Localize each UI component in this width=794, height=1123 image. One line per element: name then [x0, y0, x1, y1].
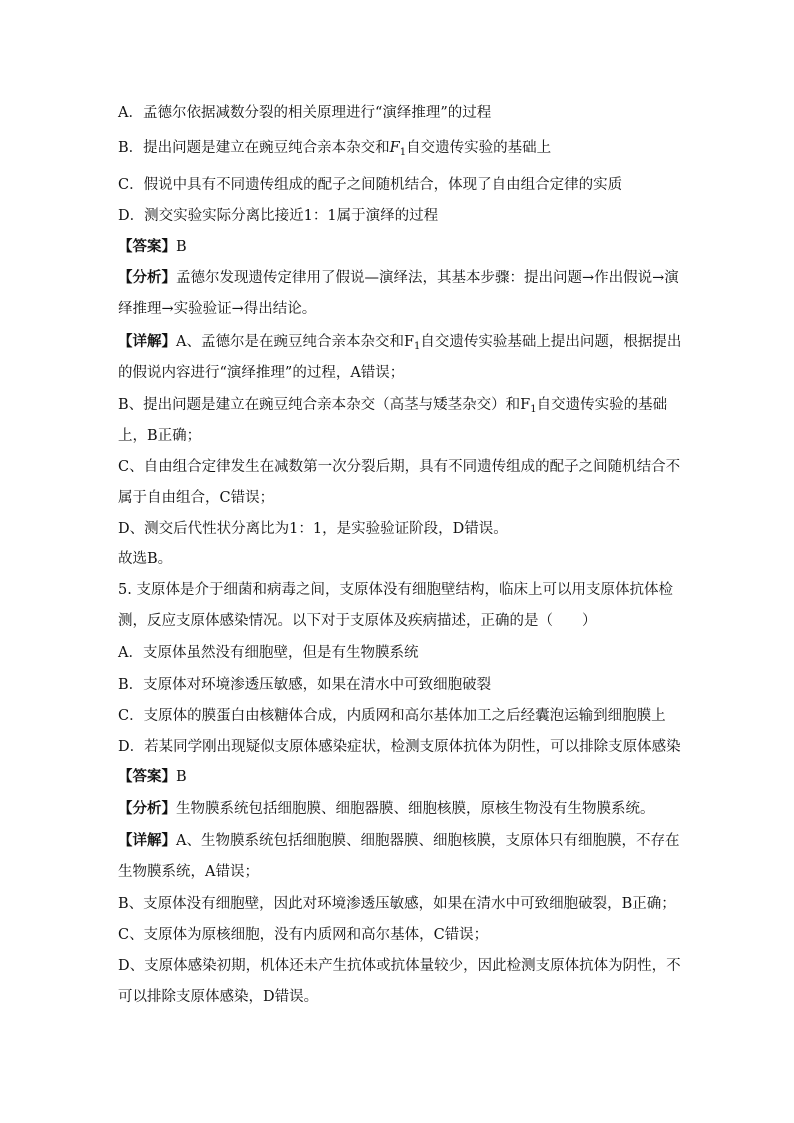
- q4-detail-line-6: 属于自由组合，C错误；: [118, 490, 275, 506]
- q4-option-c: C．假说中具有不同遗传组成的配子之间随机结合，体现了自由组合定律的实质: [118, 177, 623, 193]
- q5-detail-line-1: [118, 831, 678, 851]
- q4-detail-text-1b: 自交遗传实验基础上提出问题，根据提出: [420, 334, 682, 350]
- q4-detail-text-3b: 自交遗传实验的基础: [536, 397, 668, 413]
- q4-option-b: [118, 138, 678, 163]
- q4-answer-tag: 【答案】: [118, 238, 176, 255]
- q5-option-c: C．支原体的膜蛋白由核糖体合成，内质网和高尔基体加工之后经囊泡运输到细胞膜上: [118, 708, 666, 724]
- q4-detail-line-1: [118, 332, 682, 357]
- q5-detail-line-2: 生物膜系统，A错误；: [118, 864, 259, 880]
- q5-stem-line-1: 5. 支原体是介于细菌和病毒之间，支原体没有细胞壁结构，临床上可以用支原体抗体检: [118, 582, 673, 598]
- q4-conclusion: 故选B。: [118, 551, 173, 567]
- q4-detail-text-3a: B、提出问题是建立在豌豆纯合亲本杂交（高茎与矮茎杂交）和F: [118, 397, 531, 413]
- q5-answer-tag: 【答案】: [118, 768, 176, 785]
- q5-option-b: B．支原体对环境渗透压敏感，如果在清水中可致细胞破裂: [118, 677, 492, 693]
- q4-analysis-line-1: [118, 268, 678, 288]
- q4-detail-tag: 【详解】: [118, 333, 176, 350]
- q4-answer-value: B: [176, 239, 187, 255]
- q5-detail-text-1: A、生物膜系统包括细胞膜、细胞器膜、细胞核膜，支原体只有细胞膜，不存在: [176, 833, 680, 849]
- q5-detail-tag: 【详解】: [118, 832, 176, 849]
- q4-analysis-text-1: 孟德尔发现遗传定律用了假说—演绎法，其基本步骤：提出问题→作出假说→演: [176, 270, 679, 286]
- q4-detail-subscript-3: 1: [530, 404, 537, 415]
- q5-analysis-text-1: 生物膜系统包括细胞膜、细胞器膜、细胞核膜，原核生物没有生物膜系统。: [176, 801, 655, 817]
- q4-option-d: D．测交实验实际分离比接近1：1属于演绎的过程: [118, 208, 439, 224]
- q4-detail-line-5: C、自由组合定律发生在减数第一次分裂后期，具有不同遗传组成的配子之间随机结合不: [118, 459, 681, 475]
- q5-answer-value: B: [176, 769, 187, 785]
- q5-detail-line-3: B、支原体没有细胞壁，因此对环境渗透压敏感，如果在清水中可致细胞破裂，B正确；: [118, 896, 676, 912]
- q4-analysis-line-2: 绎推理→实验验证→得出结论。: [118, 301, 317, 317]
- q5-option-a: A．支原体虽然没有细胞壁，但是有生物膜系统: [118, 645, 419, 661]
- q4-option-a: A．孟德尔依据减数分裂的相关原理进行“演绎推理”的过程: [118, 105, 492, 121]
- q4-detail-subscript-1: 1: [414, 341, 421, 352]
- q4-option-b-subscript: 1: [399, 147, 407, 158]
- q4-detail-line-3: [118, 395, 678, 420]
- q4-answer: [118, 237, 678, 257]
- q5-stem-line-2: 测，反应支原体感染情况。以下对于支原体及疾病描述，正确的是（ ）: [118, 613, 597, 629]
- q4-detail-line-2: 的假说内容进行“演绎推理”的过程，A错误；: [118, 365, 405, 381]
- q4-analysis-tag: 【分析】: [118, 269, 176, 286]
- q4-detail-text-1a: A、孟德尔是在豌豆纯合亲本杂交和F: [176, 334, 415, 350]
- q4-option-b-text-end: 自交遗传实验的基础上: [406, 140, 552, 156]
- q4-option-b-text-start: B．提出问题是建立在豌豆纯合亲本杂交和: [118, 140, 390, 156]
- q5-detail-line-5: D、支原体感染初期，机体还未产生抗体或抗体量较少，因此检测支原体抗体为阴性，不: [118, 958, 681, 974]
- q5-analysis-tag: 【分析】: [118, 800, 176, 817]
- q4-option-b-f: F: [389, 140, 400, 156]
- q4-detail-line-7: D、测交后代性状分离比为1：1，是实验验证阶段，D错误。: [118, 521, 508, 537]
- q5-analysis-line-1: [118, 799, 678, 819]
- q5-answer: [118, 767, 678, 787]
- q5-detail-line-4: C、支原体为原核细胞，没有内质网和高尔基体，C错误；: [118, 927, 489, 943]
- q5-option-d: D．若某同学刚出现疑似支原体感染症状，检测支原体抗体为阴性，可以排除支原体感染: [118, 739, 681, 755]
- q4-detail-line-4: 上，B正确；: [118, 428, 202, 444]
- q5-detail-line-6: 可以排除支原体感染，D错误。: [118, 989, 319, 1005]
